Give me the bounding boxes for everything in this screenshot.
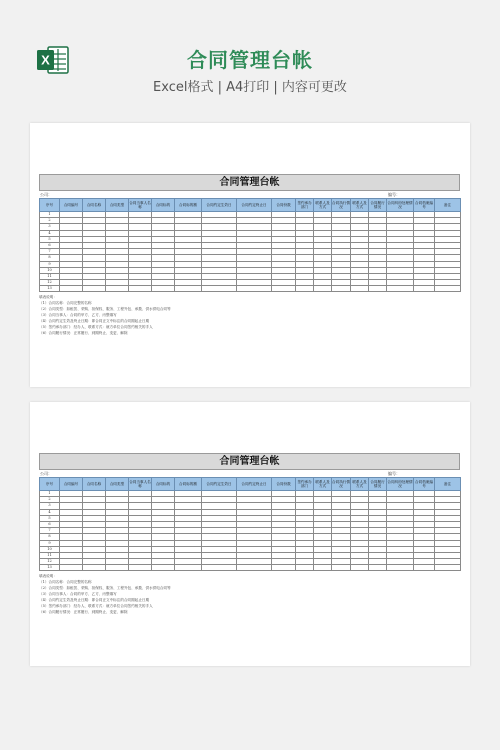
table-cell[interactable] (332, 565, 351, 571)
page-title: 合同管理台帐 (187, 48, 313, 72)
column-header: 合同约定生效日 (202, 199, 237, 212)
table-cell[interactable] (369, 565, 387, 571)
row-number-cell[interactable]: 8 (40, 534, 60, 540)
column-header: 合同档案编号 (414, 199, 435, 212)
row-number-cell[interactable]: 5 (40, 515, 60, 521)
column-header: 序号 (40, 478, 60, 491)
note-line: （3）合同当事人：合同的甲方、乙方、丙整填写 (39, 592, 117, 597)
fill-in-notes (39, 573, 460, 615)
table-cell[interactable] (296, 565, 314, 571)
table-cell[interactable] (387, 565, 414, 571)
column-header: 联系人及方式 (351, 199, 369, 212)
column-header: 合同当事人名称 (129, 478, 152, 491)
table-cell[interactable] (272, 565, 296, 571)
column-header: 合同执行情况 (332, 478, 351, 491)
column-header: 合同履行情况 (369, 478, 387, 491)
note-line: （5）签约承办部门：经办人、联系方式：就方单位合同签约相关的手人 (39, 325, 153, 330)
note-line: （2）合同类型：如租赁、采购、担保权、服务、工程外包、承揽、供水供电合同等 (39, 586, 171, 591)
row-number-cell[interactable]: 2 (40, 218, 60, 224)
table-cell[interactable] (60, 286, 83, 292)
note-line: 填表说明： (39, 574, 57, 579)
number-label: 编号： (388, 192, 400, 197)
table-cell[interactable] (414, 565, 435, 571)
sheet-title: 合同管理台帐 (39, 453, 460, 470)
company-label: 公司： (40, 471, 52, 476)
note-line: （5）签约承办部门：经办人、联系方式：就方单位合同签约相关的手人 (39, 604, 153, 609)
column-header: 合同执行情况 (332, 199, 351, 212)
table-cell[interactable] (152, 565, 175, 571)
row-number-cell[interactable]: 2 (40, 497, 60, 503)
column-header: 合同编号 (60, 478, 83, 491)
page-subtitle: Excel格式 | A4打印 | 内容可更改 (153, 80, 347, 95)
table-cell[interactable] (369, 286, 387, 292)
row-number-cell[interactable]: 9 (40, 261, 60, 267)
column-header: 合同标的额 (175, 199, 202, 212)
sheet-preview-2 (30, 402, 470, 666)
table-row (40, 565, 461, 571)
column-header: 合同名称 (83, 199, 106, 212)
column-header: 联系人及方式 (351, 478, 369, 491)
table-cell[interactable] (129, 565, 152, 571)
note-line: （1）合同名称：合同完整的名称 (39, 301, 92, 306)
column-header: 签约承办部门 (296, 199, 314, 212)
sheet-meta (39, 191, 460, 198)
table-cell[interactable] (83, 286, 106, 292)
column-header: 备注 (435, 478, 461, 491)
note-line: （6）合同履行情况：正常履行、到期终止、变更、解除 (39, 331, 128, 336)
column-header: 合同当事人名称 (129, 199, 152, 212)
row-number-cell[interactable]: 11 (40, 273, 60, 279)
note-line: （3）合同当事人：合同的甲方、乙方、丙整填写 (39, 313, 117, 318)
row-number-cell[interactable]: 4 (40, 509, 60, 515)
row-number-cell[interactable]: 9 (40, 540, 60, 546)
table-cell[interactable] (237, 565, 272, 571)
sheet (39, 453, 460, 615)
column-header: 合同标的额 (175, 478, 202, 491)
column-header: 合同约定终止日 (237, 199, 272, 212)
row-number-cell[interactable]: 12 (40, 280, 60, 286)
note-line: （6）合同履行情况：正常履行、到期终止、变更、解除 (39, 610, 128, 615)
table-cell[interactable] (175, 286, 202, 292)
fill-in-notes (39, 294, 460, 336)
note-line: （2）合同类型：如租赁、采购、担保权、服务、工程外包、承揽、供水供电合同等 (39, 307, 171, 312)
row-number-cell[interactable]: 7 (40, 249, 60, 255)
table-cell[interactable] (387, 286, 414, 292)
table-cell[interactable] (414, 286, 435, 292)
column-header: 合同纠纷处理情况 (387, 199, 414, 212)
table-cell[interactable] (83, 565, 106, 571)
header (0, 0, 500, 110)
table-cell[interactable] (202, 565, 237, 571)
column-header: 联系人及方式 (314, 478, 332, 491)
table-cell[interactable] (435, 286, 461, 292)
row-number-cell[interactable]: 3 (40, 224, 60, 230)
column-header: 合同标的 (152, 199, 175, 212)
row-number-cell[interactable]: 12 (40, 559, 60, 565)
column-header: 合同约定终止日 (237, 478, 272, 491)
row-number-cell[interactable]: 6 (40, 521, 60, 527)
column-header: 合同纠纷处理情况 (387, 478, 414, 491)
column-header: 签约承办部门 (296, 478, 314, 491)
table-cell[interactable] (351, 565, 369, 571)
table-cell[interactable] (106, 565, 129, 571)
table-cell[interactable] (202, 286, 237, 292)
column-header: 联系人及方式 (314, 199, 332, 212)
row-number-cell[interactable]: 10 (40, 267, 60, 273)
sheet-title: 合同管理台帐 (39, 174, 460, 191)
table-cell[interactable] (237, 286, 272, 292)
row-number-cell[interactable]: 5 (40, 236, 60, 242)
row-number-cell[interactable]: 3 (40, 503, 60, 509)
row-number-cell[interactable]: 13 (40, 286, 60, 292)
table-cell[interactable] (314, 565, 332, 571)
note-line: 填表说明： (39, 295, 57, 300)
table-header-row (40, 199, 461, 212)
column-header: 合同履行情况 (369, 199, 387, 212)
contract-table (39, 477, 461, 571)
row-number-cell[interactable]: 7 (40, 528, 60, 534)
table-cell[interactable] (296, 286, 314, 292)
table-cell[interactable] (332, 286, 351, 292)
table-cell[interactable] (60, 565, 83, 571)
row-number-cell[interactable]: 4 (40, 230, 60, 236)
column-header: 合同份数 (272, 199, 296, 212)
column-header: 合同名称 (83, 478, 106, 491)
column-header: 合同档案编号 (414, 478, 435, 491)
table-header-row (40, 478, 461, 491)
note-line: （4）合同约定生效及终止日期：即合同正文中标注的合同期起止日期 (39, 598, 150, 603)
column-header: 合同约定生效日 (202, 478, 237, 491)
row-number-cell[interactable]: 1 (40, 491, 60, 497)
row-number-cell[interactable]: 10 (40, 546, 60, 552)
column-header: 合同类型 (106, 199, 129, 212)
row-number-cell[interactable]: 8 (40, 255, 60, 261)
table-cell[interactable] (175, 565, 202, 571)
column-header: 备注 (435, 199, 461, 212)
table-cell[interactable] (314, 286, 332, 292)
table-row (40, 286, 461, 292)
note-line: （1）合同名称：合同完整的名称 (39, 580, 92, 585)
table-cell[interactable] (106, 286, 129, 292)
row-number-cell[interactable]: 6 (40, 242, 60, 248)
table-cell[interactable] (272, 286, 296, 292)
table-cell[interactable] (435, 565, 461, 571)
row-number-cell[interactable]: 13 (40, 565, 60, 571)
svg-text:X: X (41, 52, 50, 68)
table-cell[interactable] (129, 286, 152, 292)
sheet-meta (39, 470, 460, 477)
table-cell[interactable] (152, 286, 175, 292)
sheet (39, 174, 460, 336)
column-header: 序号 (40, 199, 60, 212)
number-label: 编号： (388, 471, 400, 476)
column-header: 合同份数 (272, 478, 296, 491)
sheet-preview-1 (30, 123, 470, 387)
column-header: 合同类型 (106, 478, 129, 491)
company-label: 公司： (40, 192, 52, 197)
column-header: 合同编号 (60, 199, 83, 212)
column-header: 合同标的 (152, 478, 175, 491)
contract-table (39, 198, 461, 292)
row-number-cell[interactable]: 1 (40, 212, 60, 218)
row-number-cell[interactable]: 11 (40, 552, 60, 558)
note-line: （4）合同约定生效及终止日期：即合同正文中标注的合同期起止日期 (39, 319, 150, 324)
table-cell[interactable] (351, 286, 369, 292)
